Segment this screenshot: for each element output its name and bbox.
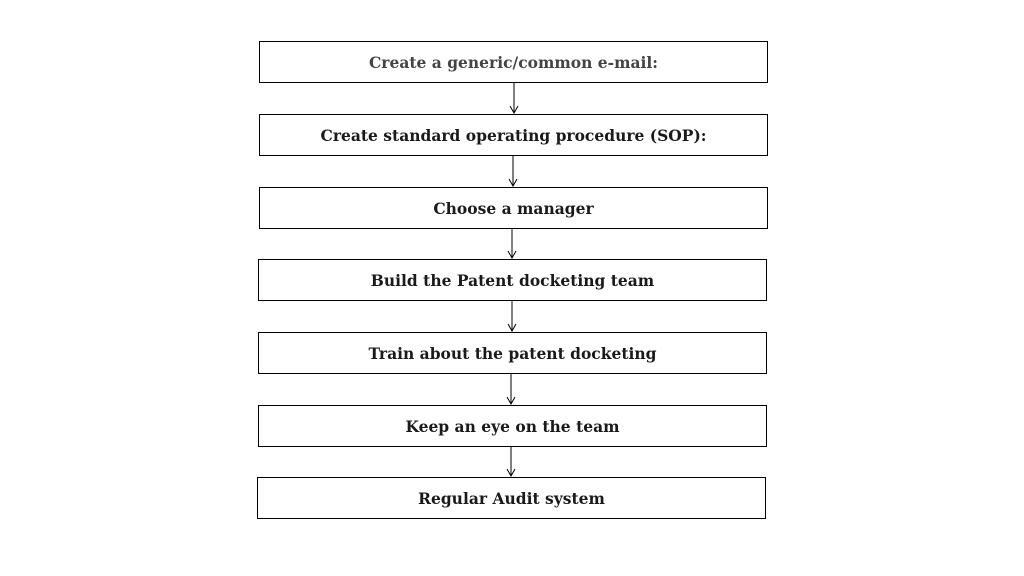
step-7-box: Regular Audit system bbox=[257, 477, 766, 519]
step-1-box: Create a generic/common e-mail: bbox=[259, 41, 768, 83]
step-3-box: Choose a manager bbox=[259, 187, 768, 229]
arrow-2-to-3 bbox=[509, 156, 517, 186]
arrow-5-to-6 bbox=[507, 374, 515, 404]
arrow-3-to-4 bbox=[508, 229, 516, 258]
step-2-box: Create standard operating procedure (SOP): bbox=[259, 114, 768, 156]
step-5-box: Train about the patent docketing bbox=[258, 332, 767, 374]
arrow-6-to-7 bbox=[507, 447, 515, 476]
arrow-4-to-5 bbox=[508, 301, 516, 331]
step-4-box: Build the Patent docketing team bbox=[258, 259, 767, 301]
step-6-box: Keep an eye on the team bbox=[258, 405, 767, 447]
arrow-1-to-2 bbox=[510, 83, 518, 113]
